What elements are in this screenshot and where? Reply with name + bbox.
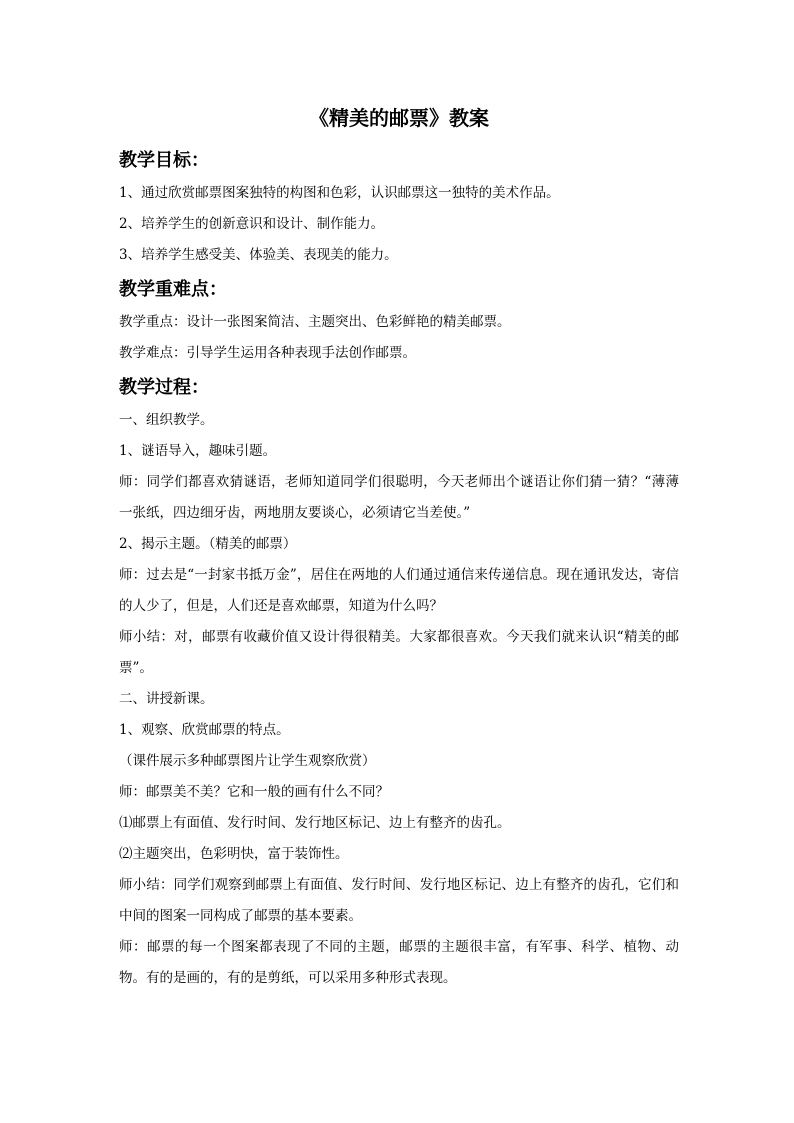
paragraph: 1、观察、欣赏邮票的特点。 bbox=[119, 722, 290, 738]
paragraph: 2、培养学生的创新意识和设计、制作能力。 bbox=[119, 216, 385, 232]
document-body bbox=[119, 100, 679, 994]
paragraph: ⑵主题突出，色彩明快，富于装饰性。 bbox=[119, 846, 349, 862]
paragraph: 2、揭示主题。（精美的邮票） bbox=[119, 536, 297, 552]
paragraph: 1、通过欣赏邮票图案独特的构图和色彩，认识邮票这一独特的美术作品。 bbox=[119, 185, 560, 201]
section-objectives bbox=[119, 147, 679, 271]
paragraph: 1、谜语导入，趣味引题。 bbox=[119, 443, 277, 459]
paragraph: 3、培养学生感受美、体验美、表现美的能力。 bbox=[119, 247, 398, 263]
paragraph: 教学重点：设计一张图案简洁、主题突出、色彩鲜艳的精美邮票。 bbox=[119, 314, 511, 330]
title-spacer bbox=[119, 136, 679, 142]
section-heading: 教学目标： bbox=[119, 150, 209, 171]
paragraph: 师：同学们都喜欢猜谜语，老师知道同学们很聪明，今天老师出个谜语让你们猜一猜？“薄薄一张纸，四边细牙齿，两地朋友要谈心，必须请它当差使。” bbox=[119, 474, 679, 521]
paragraph: 师：过去是“一封家书抵万金”，居住在两地的人们通过通信来传递信息。现在通讯发达，寄信的人少了，但是，人们还是喜欢邮票，知道为什么吗？ bbox=[119, 567, 679, 614]
paragraph: 师：邮票的每一个图案都表现了不同的主题，邮票的主题很丰富，有军事、科学、植物、动物。有的是画的，有的是剪纸，可以采用多种形式表现。 bbox=[119, 939, 679, 986]
section-key-points bbox=[119, 276, 679, 369]
section-heading: 教学过程： bbox=[119, 377, 209, 398]
paragraph: 师：邮票美不美？它和一般的画有什么不同？ bbox=[119, 784, 389, 800]
paragraph: 师小结：同学们观察到邮票上有面值、发行时间、发行地区标记、边上有整齐的齿孔，它们和中间的图案一同构成了邮票的基本要素。 bbox=[119, 877, 679, 924]
paragraph: 二、讲授新课。 bbox=[119, 691, 214, 707]
section-process bbox=[119, 374, 679, 994]
paragraph: ⑴邮票上有面值、发行时间、发行地区标记、边上有整齐的齿孔。 bbox=[119, 815, 511, 831]
paragraph: 师小结：对，邮票有收藏价值又设计得很精美。大家都很喜欢。今天我们就来认识“精美的邮票”。 bbox=[119, 629, 679, 676]
paragraph: 一、组织教学。 bbox=[119, 412, 214, 428]
paragraph: （课件展示多种邮票图片让学生观察欣赏） bbox=[119, 753, 376, 769]
document-title: 《精美的邮票》教案 bbox=[309, 106, 489, 130]
paragraph: 教学难点：引导学生运用各种表现手法创作邮票。 bbox=[119, 345, 416, 361]
section-heading: 教学重难点： bbox=[119, 279, 227, 300]
